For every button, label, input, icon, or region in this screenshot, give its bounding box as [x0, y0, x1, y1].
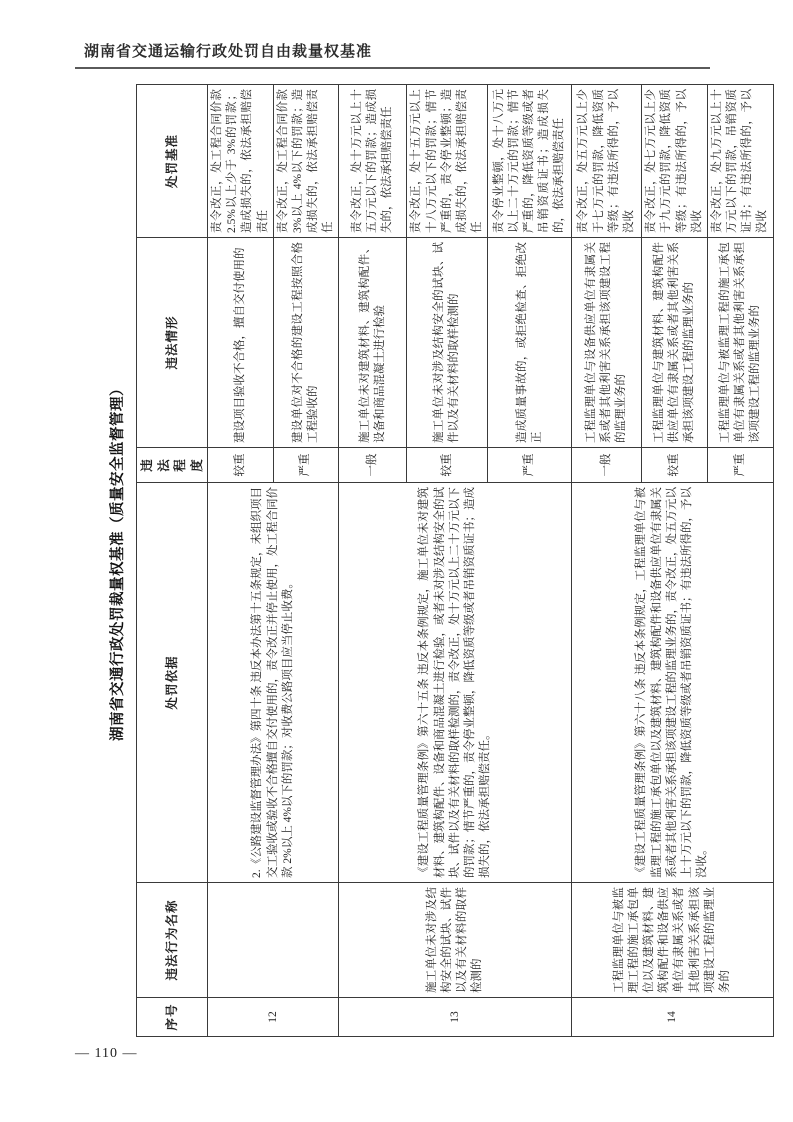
- cell-degree: 一般: [572, 448, 642, 483]
- cell-standard: 责令停业整顿，处十八万元以上二十万元的罚款；情节严重的，降低资质等级或者吊销资质证书；造成损失的，依法承担赔偿责任: [488, 85, 572, 238]
- cell-degree: 严重: [707, 448, 773, 483]
- cell-standard: 责令改正，处九万元以上十万元以下的罚款，吊销资质证书；有违法所得的，予以没收: [707, 85, 773, 238]
- col-header-name: 违法行为名称: [137, 883, 208, 998]
- rotated-table-inner: [103, 85, 769, 1037]
- cell-situation: 工程监理单位与设备供应单位有隶属关系或者其他利害关系承担该项建设工程的监理业务的: [572, 238, 642, 448]
- table-row: [572, 85, 642, 1037]
- cell-basis: 2.《公路建设监督管理办法》第四十条 违反本办法第十五条规定，未组织项目交工验收或验收不合格擅自交付使用的，责令改正并停止使用，处工程合同价款 2%以上 4%以下的罚款；对收费公路项目应当停止收费。: [208, 483, 339, 883]
- cell-degree: 较重: [208, 448, 274, 483]
- table-row: [339, 85, 407, 1037]
- table-row: [208, 85, 274, 1037]
- cell-situation: 施工单位未对建筑材料、建筑构配件、设备和商品混凝土进行检验: [339, 238, 407, 448]
- cell-standard: 责令改正，处五万元以上少于七万元的罚款，降低资质等级；有违法所得的，予以没收: [572, 85, 642, 238]
- col-header-basis: 处罚依据: [137, 483, 208, 883]
- col-header-situation: 违法情形: [137, 238, 208, 448]
- col-header-degree: 违法程度: [137, 448, 208, 483]
- col-header-standard: 处罚基准: [137, 85, 208, 238]
- page-number: — 110 —: [75, 1046, 138, 1061]
- cell-standard: 责令改正，处工程合同价款 2.5%以上少于 3%的罚款；造成损失的，依法承担赔偿责任: [208, 85, 274, 238]
- cell-degree: 较重: [407, 448, 488, 483]
- cell-seq: 13: [339, 998, 572, 1037]
- cell-situation: 工程监理单位与建筑材料、建筑构配件供应单位有隶属关系或者其他利害关系承担该项建设工程的监理业务的: [642, 238, 708, 448]
- cell-standard: 责令改正，处十万元以上十五万元以下的罚款；造成损失的，依法承担赔偿责任: [339, 85, 407, 238]
- page-header-rule: [75, 67, 710, 69]
- cell-situation: 建设项目验收不合格，擅自交付使用的: [208, 238, 274, 448]
- table-caption: 湖南省交通行政处罚裁量权基准（质量安全监督管理）: [110, 381, 126, 741]
- cell-standard: 责令改正，处工程合同价款 3%以上 4%以下的罚款；造成损失的，依法承担赔偿责任: [273, 85, 339, 238]
- rotated-table-block: [103, 85, 769, 1037]
- cell-name: 工程监理单位与被监理工程的施工承包单位以及建筑材料、建筑构配件和设备供应单位有隶属关系或者其他利害关系承担该项建设工程的监理业务的: [572, 883, 773, 998]
- cell-basis: 《建设工程质量管理条例》第六十八条 违反本条例规定，工程监理单位与被监理工程的施工承包单位以及建筑材料、建筑构配件和设备供应单位有隶属关系或者其他利害关系承担该项建设工程的监理业务的，责令改正，处五万元以上十万元以下的罚款，降低资质等级或者吊销资质证书；有违法所得的，予以没收。: [572, 483, 773, 883]
- col-header-seq: 序号: [137, 998, 208, 1037]
- table-header-row: [137, 85, 208, 1037]
- cell-situation: 建设单位对不合格的建设工程按照合格工程验收的: [273, 238, 339, 448]
- cell-name: [208, 883, 339, 998]
- cell-situation: 造成质量事故的，或拒绝检查、拒绝改正: [488, 238, 572, 448]
- cell-degree: 严重: [488, 448, 572, 483]
- cell-seq: 14: [572, 998, 773, 1037]
- cell-situation: 施工单位未对涉及结构安全的试块、试件以及有关材料的取样检测的: [407, 238, 488, 448]
- cell-standard: 责令改正，处十五万元以上十八万元以下的罚款；情节严重的，责令停业整顿；造成损失的，依法承担赔偿责任: [407, 85, 488, 238]
- cell-degree: 严重: [273, 448, 339, 483]
- penalty-standards-table: [136, 84, 774, 1037]
- cell-basis: 《建设工程质量管理条例》第六十五条 违反本条例规定，施工单位未对建筑材料、建筑构配件、设备和商品混凝土进行检验，或者未对涉及结构安全的试块、试件以及有关材料的取样检测的，责令改正，处十万元以上二十万元以下的罚款；情节严重的，责令停业整顿，降低资质等级或者吊销资质证书；造成损失的，依法承担赔偿责任。: [339, 483, 572, 883]
- cell-situation: 工程监理单位与被监理工程的施工承包单位有隶属关系或者其他利害关系承担该项建设工程的监理业务的: [707, 238, 773, 448]
- page-header-title: 湖南省交通运输行政处罚自由裁量权基准: [84, 43, 373, 60]
- cell-seq: 12: [208, 998, 339, 1037]
- cell-degree: 较重: [642, 448, 708, 483]
- cell-degree: 一般: [339, 448, 407, 483]
- cell-name: 施工单位未对涉及结构安全的试块、试件以及有关材料的取样检测的: [339, 883, 572, 998]
- cell-standard: 责令改正，处七万元以上少于九万元的罚款，降低资质等级；有违法所得的，予以没收: [642, 85, 708, 238]
